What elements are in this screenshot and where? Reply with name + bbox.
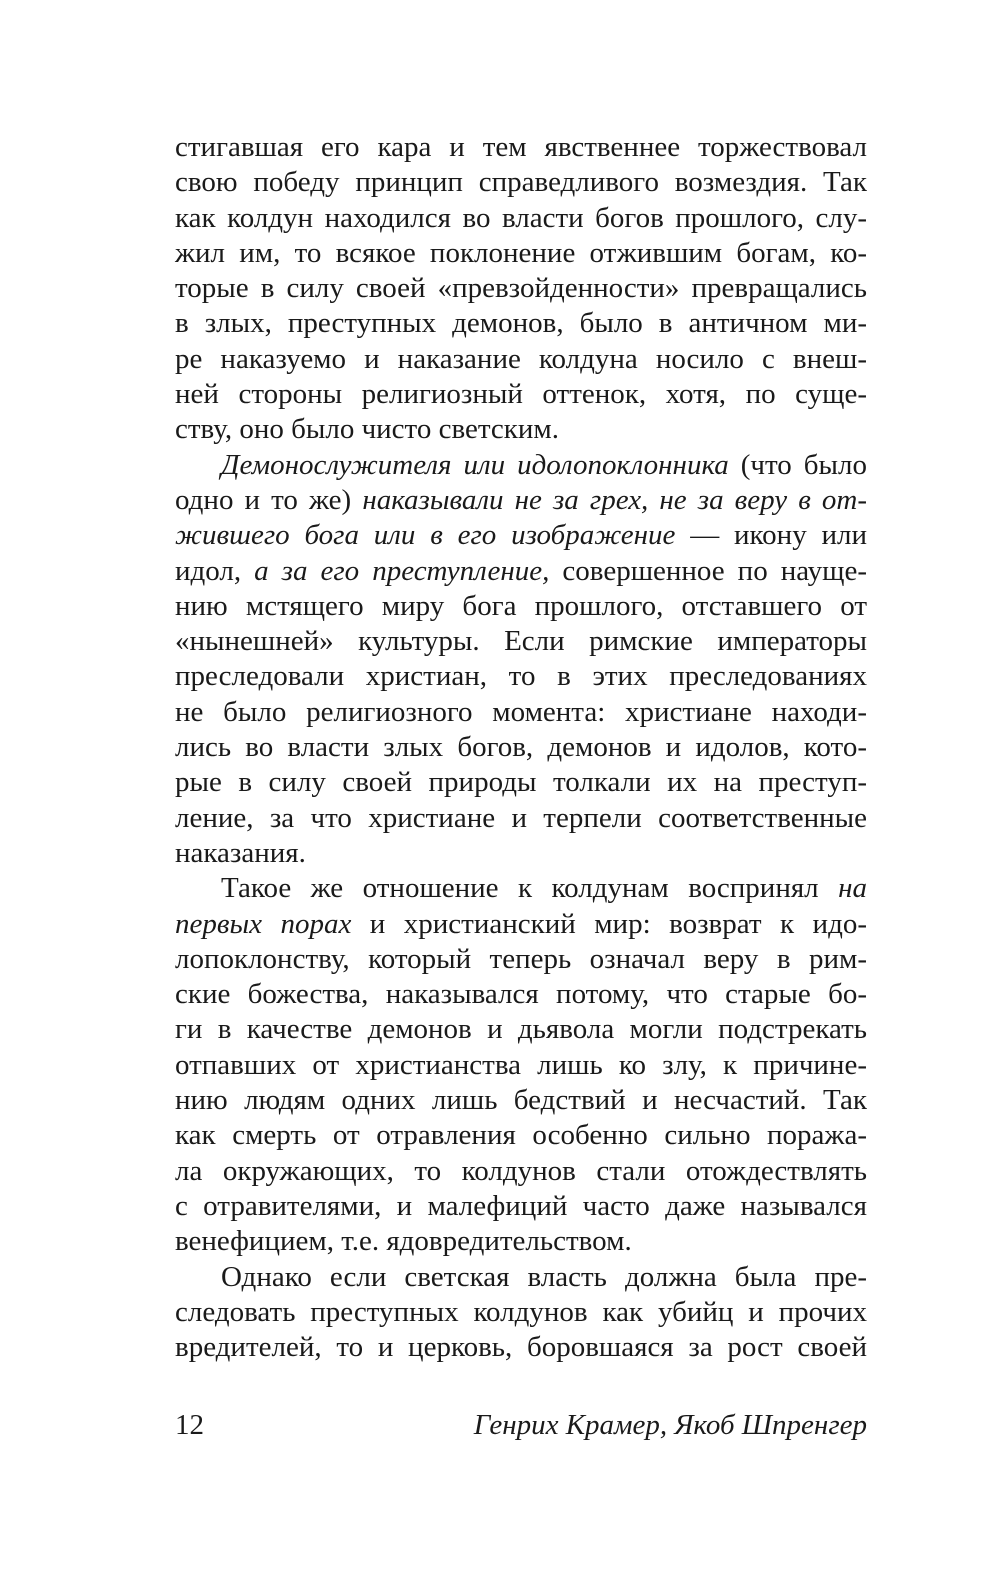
text-segment: совершенное по науще- <box>549 554 867 587</box>
text-segment: жил им, то всякое поклонение отжившим богам, ко- <box>175 236 867 269</box>
text-line <box>175 412 867 447</box>
paragraph <box>175 130 867 448</box>
text-segment: стигавшая его кара и тем явственнее торжествовал <box>175 131 867 163</box>
text-line <box>175 1154 867 1189</box>
text-line <box>175 271 867 306</box>
page-footer <box>175 1405 867 1445</box>
text-segment: одно и то же) <box>175 483 363 516</box>
page-number: 12 <box>175 1409 204 1441</box>
text-line <box>175 801 867 836</box>
text-line <box>175 554 867 589</box>
text-line <box>175 306 867 341</box>
text-segment: Такое же отношение к колдунам воспринял <box>221 872 839 905</box>
text-segment: следовать преступных колдунов как убийц и прочих <box>175 1295 867 1328</box>
text-line <box>175 836 867 871</box>
text-line <box>175 236 867 271</box>
text-segment: вредителей, то и церковь, боровшаяся за рост своей <box>175 1331 867 1364</box>
paragraph <box>175 1260 867 1366</box>
text-segment: Однако если светская власть должна была пре- <box>221 1260 867 1293</box>
text-segment: венефицием, т.е. ядовредительством. <box>175 1225 632 1258</box>
text-line <box>175 1224 867 1259</box>
text-line <box>175 165 867 200</box>
text-line <box>175 483 867 518</box>
text-line <box>175 1118 867 1153</box>
text-segment: ги в качестве демонов и дьявола могли подстрекать <box>175 1013 867 1046</box>
text-line <box>175 1189 867 1224</box>
text-segment: нию людям одних лишь бедствий и несчастий. Так <box>175 1084 867 1117</box>
italic-segment: на <box>838 872 867 905</box>
text-segment: ству, оно было чисто светским. <box>175 413 559 446</box>
text-segment: ление, за что христиане и терпели соответственные <box>175 801 867 834</box>
text-segment: с отравителями, и малефиций часто даже назывался <box>175 1189 867 1222</box>
text-line <box>175 1083 867 1118</box>
running-title: Генрих Крамер, Якоб Шпренгер <box>473 1409 867 1441</box>
text-line <box>175 942 867 977</box>
text-line <box>175 1012 867 1047</box>
text-line <box>175 1295 867 1330</box>
text-line <box>175 589 867 624</box>
italic-segment: первых порах <box>175 907 352 940</box>
text-segment: наказания. <box>175 836 306 869</box>
italic-segment: наказывали не за грех, не за веру в от- <box>362 483 867 516</box>
text-segment: в злых, преступных демонов, было в античном ми- <box>175 307 867 340</box>
text-segment: как колдун находился во власти богов прошлого, слу- <box>175 201 867 234</box>
text-segment: — икону или <box>675 519 868 552</box>
text-line <box>175 977 867 1012</box>
text-segment: лопоклонству, который теперь означал веру в рим- <box>175 942 867 975</box>
text-segment: преследовали христиан, то в этих преследованиях <box>175 660 867 693</box>
text-line <box>175 1330 867 1365</box>
text-segment: рые в силу своей природы толкали их на преступ- <box>175 766 867 799</box>
italic-segment: жившего бога или в его изображение <box>175 519 676 552</box>
text-segment: ре наказуемо и наказание колдуна носило с внеш- <box>175 342 867 375</box>
text-segment: как смерть от отравления особенно сильно поража- <box>175 1119 867 1152</box>
text-line <box>175 201 867 236</box>
text-line <box>175 518 867 553</box>
text-line <box>175 730 867 765</box>
italic-segment: Демонослужителя или идолопоклонника <box>221 448 729 481</box>
text-line <box>175 907 867 942</box>
text-line <box>175 448 867 483</box>
text-segment: «нынешней» культуры. Если римские императоры <box>175 625 867 658</box>
text-segment: идол, <box>175 554 255 587</box>
text-line <box>175 130 867 165</box>
text-segment: ские божества, наказывался потому, что старые бо- <box>175 978 867 1011</box>
text-segment: (что было <box>728 448 868 481</box>
text-line <box>175 1260 867 1295</box>
text-segment: свою победу принцип справедливого возмездия. Так <box>175 166 867 199</box>
page-body <box>175 130 867 1365</box>
text-segment: ла окружающих, то колдунов стали отождествлять <box>175 1154 867 1187</box>
text-line <box>175 695 867 730</box>
paragraph <box>175 871 867 1259</box>
text-segment: не было религиозного момента: христиане находи- <box>175 695 867 728</box>
text-segment: нию мстящего миру бога прошлого, отставшего от <box>175 589 867 622</box>
text-segment: отпавших от христианства лишь ко злу, к причине- <box>175 1048 867 1081</box>
text-line <box>175 377 867 412</box>
text-line <box>175 871 867 906</box>
paragraph <box>175 448 867 872</box>
text-block <box>175 130 867 1365</box>
text-segment: ней стороны религиозный оттенок, хотя, по суще- <box>175 378 867 411</box>
text-segment: и христианский мир: возврат к идо- <box>351 907 867 940</box>
text-line <box>175 765 867 800</box>
text-line <box>175 624 867 659</box>
text-line <box>175 1048 867 1083</box>
text-segment: лись во власти злых богов, демонов и идолов, кото- <box>175 731 867 764</box>
text-line <box>175 659 867 694</box>
text-line <box>175 342 867 377</box>
italic-segment: а за его преступление, <box>254 554 550 587</box>
text-segment: торые в силу своей «превзойденности» превращались <box>175 272 867 305</box>
